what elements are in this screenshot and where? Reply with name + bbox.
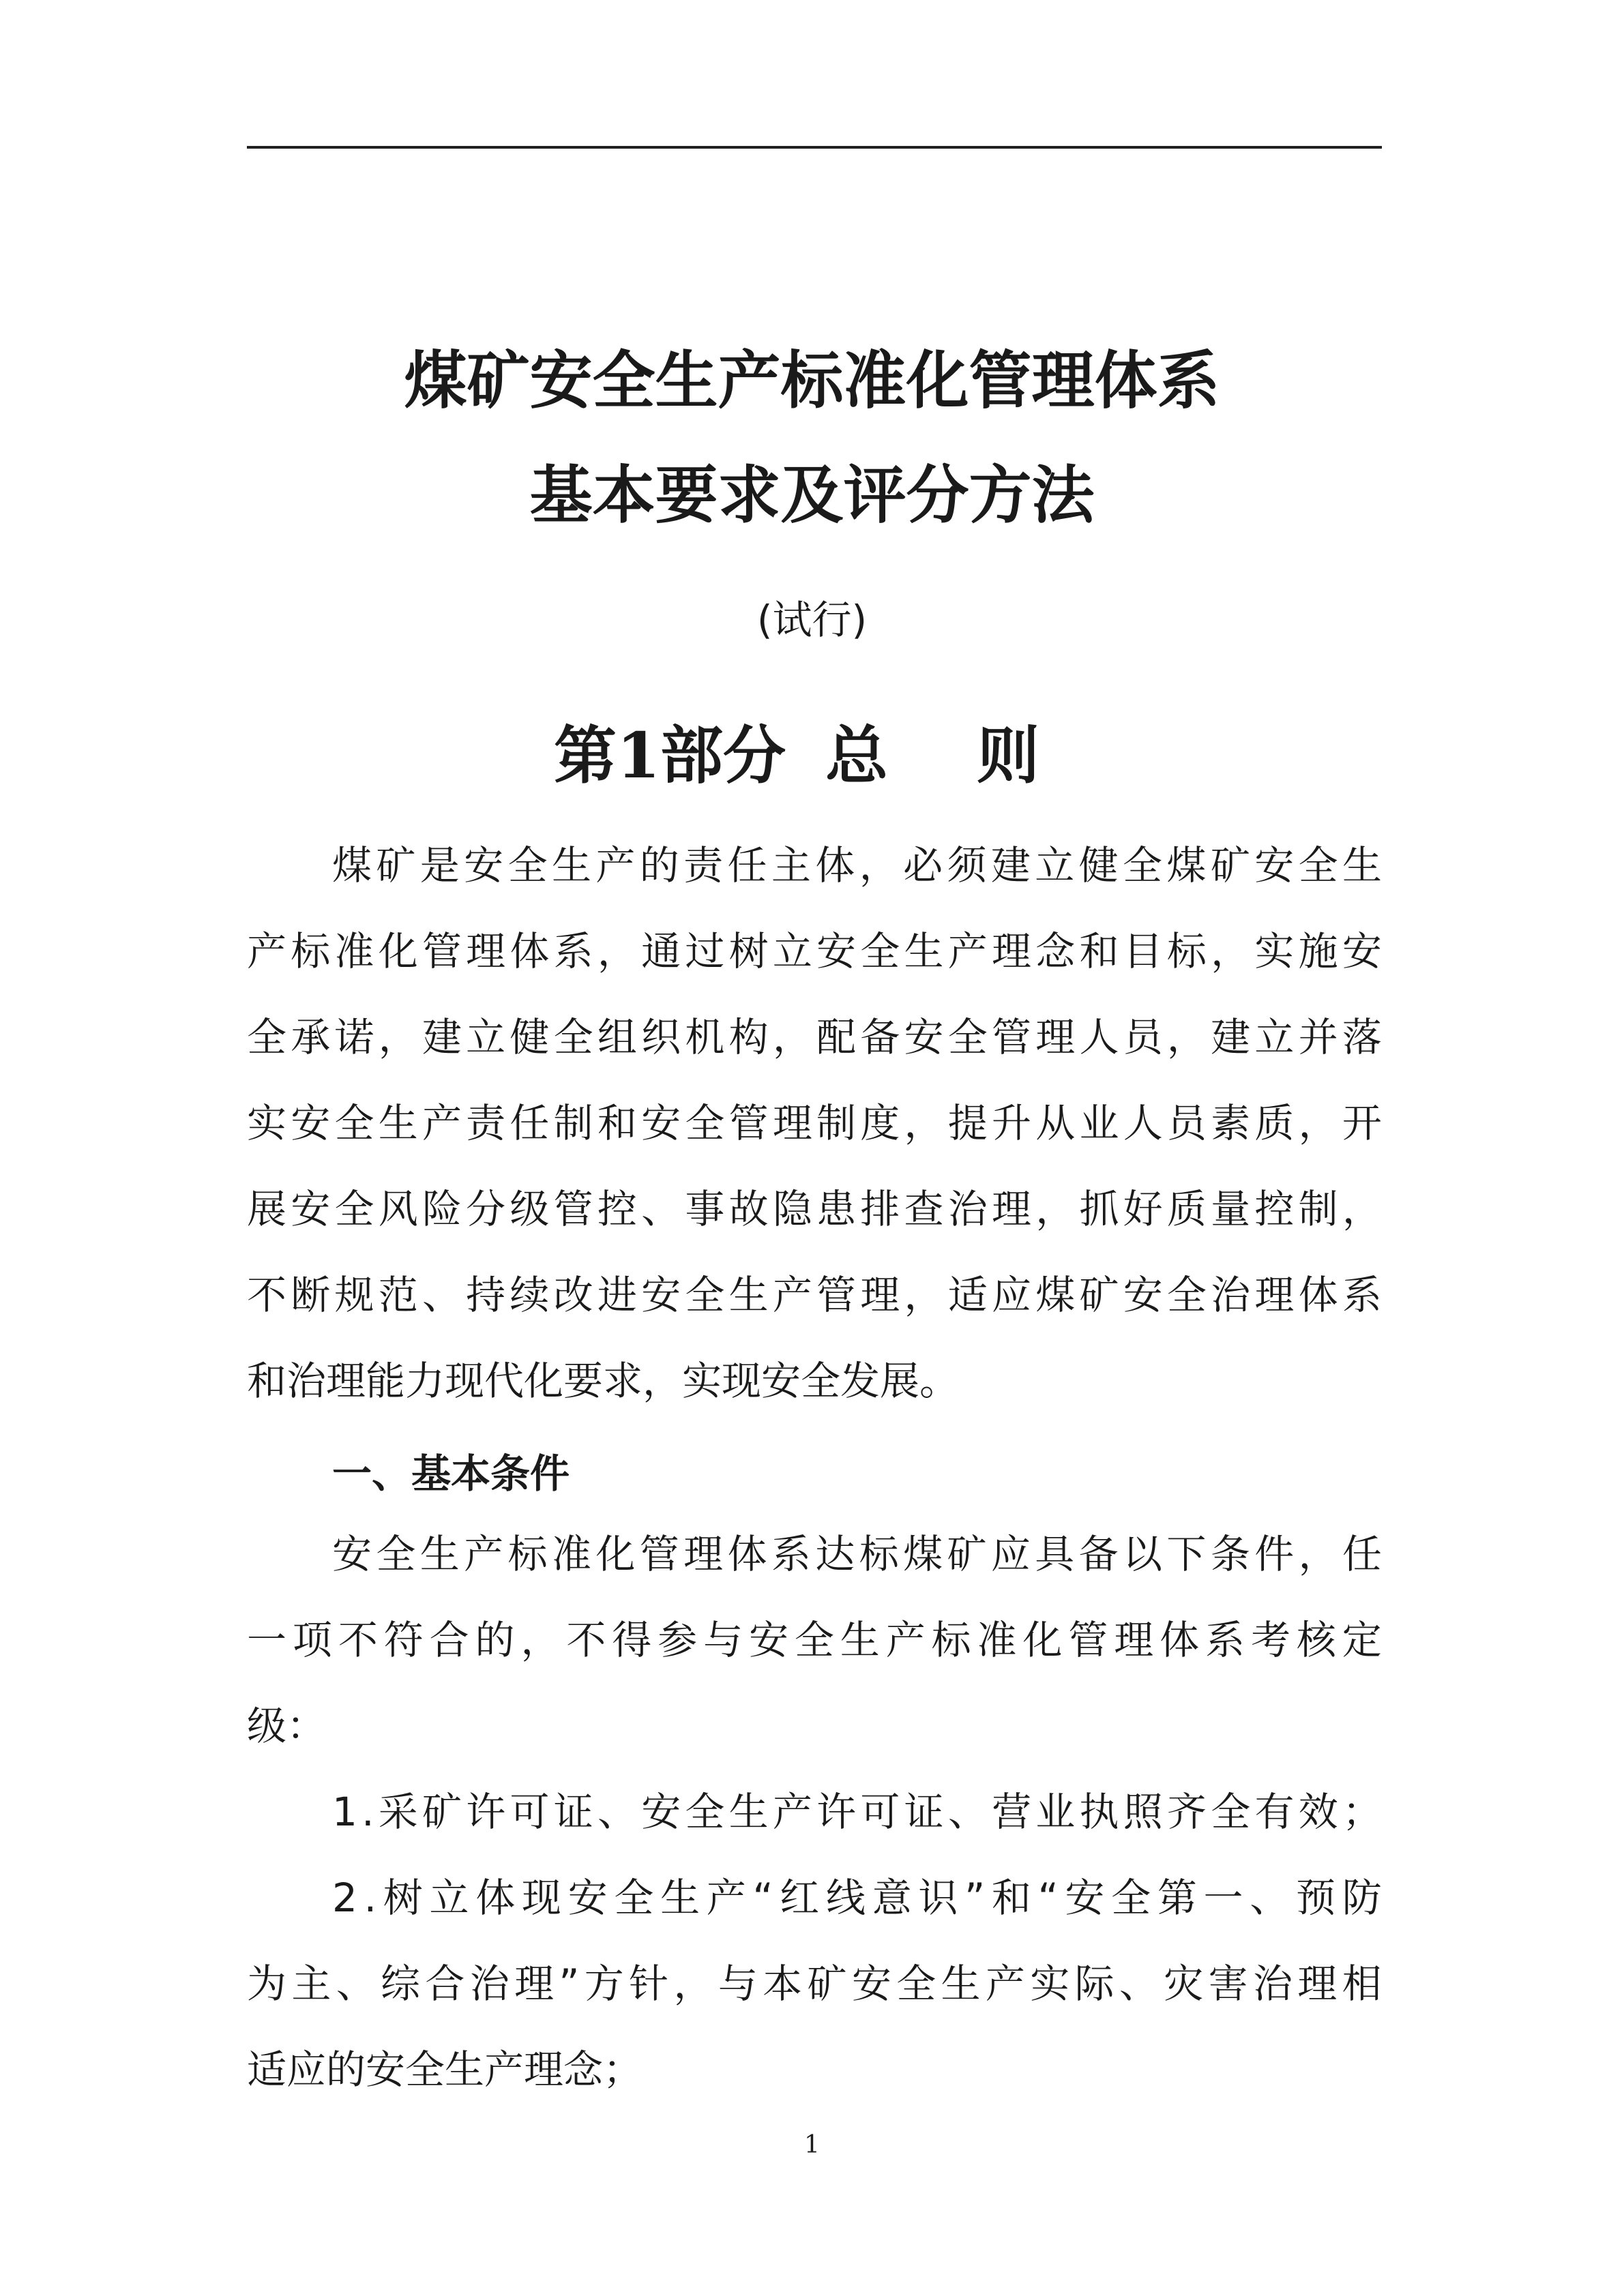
- section1-line-3: 级：: [247, 1703, 327, 1749]
- part-heading: [554, 719, 1040, 792]
- page-number: 1: [804, 2131, 820, 2159]
- intro-line-5: 展 安 全 风 险 分 级 管 控 、 事 故 隐 患 排 查 治 理 ， 抓 好 质 量 控 制 ，: [247, 1186, 1382, 1232]
- document-title-line-2: 基本要求及评分方法: [529, 458, 1095, 532]
- intro-line-2: 产 标 准 化 管 理 体 系 ， 通 过 树 立 安 全 生 产 理 念 和 目 标 ， 实 施 安: [247, 928, 1382, 974]
- part-number-label: 第1部分: [554, 719, 786, 792]
- document-title-line-1: 煤矿安全生产标准化管理体系: [404, 344, 1220, 417]
- intro-line-6: 不 断 规 范 、 持 续 改 进 安 全 生 产 管 理 ， 适 应 煤 矿 安 全 治 理 体 系: [247, 1272, 1382, 1318]
- section-heading-basic-conditions: 一、基本条件: [332, 1450, 570, 1497]
- part-title-char-2: 则: [977, 719, 1040, 792]
- intro-line-1: 煤 矿 是 安 全 生 产 的 责 任 主 体 ， 必 须 建 立 健 全 煤 矿 安 全 生: [332, 842, 1382, 889]
- section1-line-2: 一 项 不 符 合 的 ， 不 得 参 与 安 全 生 产 标 准 化 管 理 体 系 考 核 定: [247, 1617, 1382, 1663]
- header-rule: [247, 146, 1382, 149]
- item1-line-1: 1 . 采 矿 许 可 证 、 安 全 生 产 许 可 证 、 营 业 执 照 齐 全 有 效 ；: [332, 1789, 1382, 1835]
- item2-line-2: 为 主 、 综 合 治 理 ” 方 针 ， 与 本 矿 安 全 生 产 实 际 、 灾 害 治 理 相: [247, 1960, 1382, 2007]
- intro-line-7: 和治理能力现代化要求，实现安全发展。: [247, 1358, 960, 1404]
- item2-line-3: 适应的安全生产理念；: [247, 2046, 643, 2093]
- section1-line-1: 安 全 生 产 标 准 化 管 理 体 系 达 标 煤 矿 应 具 备 以 下 条 件 ， 任: [332, 1531, 1382, 1577]
- part-title-char-1: 总: [825, 719, 889, 792]
- item2-line-1: 2 . 树 立 体 现 安 全 生 产 “ 红 线 意 识 ” 和 “ 安 全 第 一 、 预 防: [332, 1875, 1382, 1921]
- intro-line-4: 实 安 全 生 产 责 任 制 和 安 全 管 理 制 度 ， 提 升 从 业 人 员 素 质 ， 开: [247, 1100, 1382, 1146]
- intro-line-3: 全 承 诺 ， 建 立 健 全 组 织 机 构 ， 配 备 安 全 管 理 人 员 ， 建 立 并 落: [247, 1014, 1382, 1060]
- document-subtitle: (试行): [756, 597, 868, 643]
